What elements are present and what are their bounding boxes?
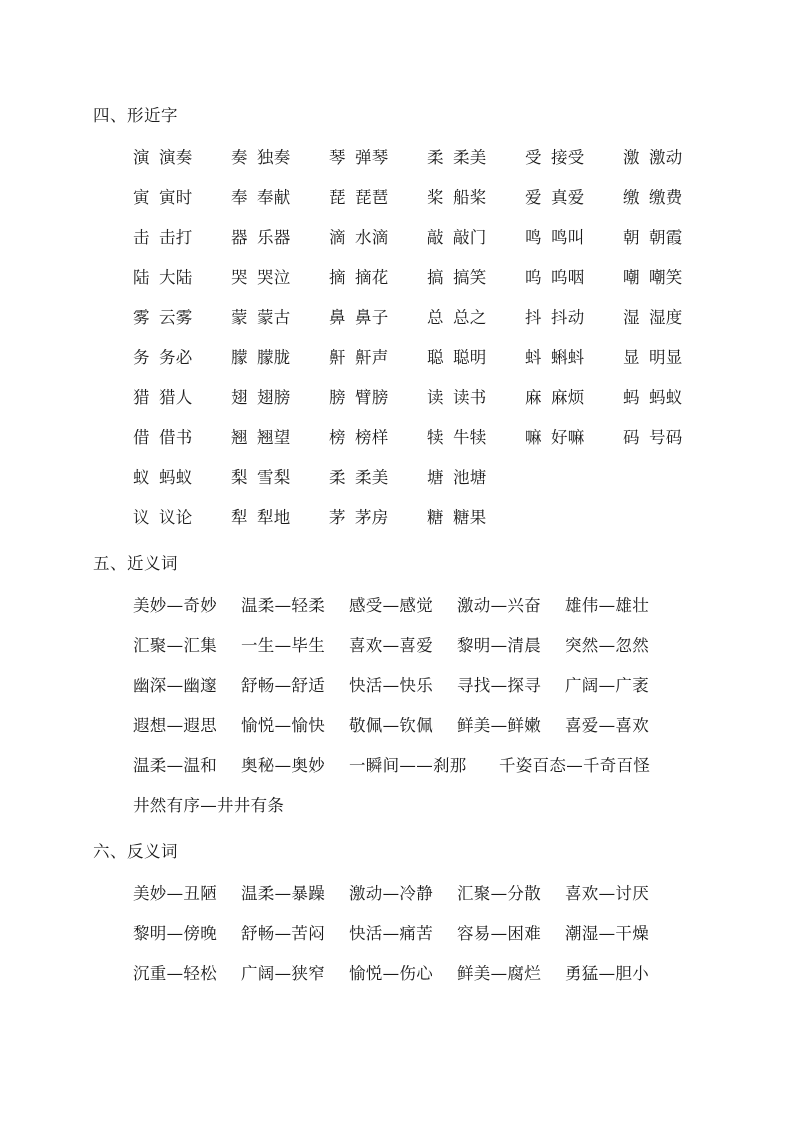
single-character: 梨 — [231, 468, 248, 487]
char-word-cell — [525, 218, 623, 258]
char-word-cell — [231, 138, 329, 178]
word-pair: 感受—感觉 — [349, 596, 433, 615]
single-character: 务 — [133, 348, 150, 367]
char-word-cell — [329, 338, 427, 378]
single-character: 琴 — [329, 148, 346, 167]
section-fan-yi-ci — [93, 832, 723, 994]
single-character: 膀 — [329, 388, 346, 407]
single-character: 蚪 — [525, 348, 542, 367]
example-word: 琵琶 — [355, 188, 389, 207]
single-character: 朦 — [231, 348, 248, 367]
single-character: 抖 — [525, 308, 542, 327]
synonym-row — [93, 746, 723, 786]
char-word-cell — [329, 218, 427, 258]
char-word-cell — [329, 418, 427, 458]
single-character: 摘 — [329, 268, 346, 287]
char-word-cell — [133, 138, 231, 178]
word-pair: 汇聚—分散 — [457, 884, 541, 903]
synonym-row — [93, 666, 723, 706]
single-character: 犊 — [427, 428, 444, 447]
example-word: 嘲笑 — [649, 268, 683, 287]
section-xing-jin-zi — [93, 96, 723, 538]
char-word-cell — [427, 498, 525, 538]
single-character: 缴 — [623, 188, 640, 207]
example-word: 演奏 — [159, 148, 193, 167]
word-pair: 敬佩—钦佩 — [349, 716, 433, 735]
example-word: 真爱 — [551, 188, 585, 207]
single-character: 翘 — [231, 428, 248, 447]
synonym-row — [93, 626, 723, 666]
char-word-row — [93, 218, 723, 258]
single-character: 茅 — [329, 508, 346, 527]
single-character: 雾 — [133, 308, 150, 327]
single-character: 受 — [525, 148, 542, 167]
example-word: 奉献 — [257, 188, 291, 207]
word-pair: 黎明—傍晚 — [133, 924, 217, 943]
word-pair: 广阔—狭窄 — [241, 964, 325, 983]
single-character: 犁 — [231, 508, 248, 527]
single-character: 鸣 — [525, 228, 542, 247]
example-word: 蝌蚪 — [551, 348, 585, 367]
word-pair: 美妙—奇妙 — [133, 596, 217, 615]
single-character: 聪 — [427, 348, 444, 367]
example-word: 聪明 — [453, 348, 487, 367]
single-character: 桨 — [427, 188, 444, 207]
char-word-row — [93, 298, 723, 338]
char-word-cell — [525, 138, 623, 178]
example-word: 臂膀 — [355, 388, 389, 407]
word-pair: 突然—忽然 — [565, 636, 649, 655]
single-character: 哭 — [231, 268, 248, 287]
jin-yi-ci-rows — [93, 586, 723, 826]
char-word-cell — [525, 298, 623, 338]
example-word: 激动 — [649, 148, 683, 167]
word-pair: 勇猛—胆小 — [565, 964, 649, 983]
word-pair: 潮湿—干燥 — [565, 924, 649, 943]
example-word: 务必 — [159, 348, 193, 367]
char-word-cell — [231, 178, 329, 218]
char-word-cell — [525, 178, 623, 218]
char-word-cell — [427, 458, 525, 498]
char-word-cell — [133, 178, 231, 218]
single-character: 敲 — [427, 228, 444, 247]
char-word-cell — [623, 298, 721, 338]
example-word: 牛犊 — [453, 428, 487, 447]
example-word: 哭泣 — [257, 268, 291, 287]
example-word: 缴费 — [649, 188, 683, 207]
xing-jin-zi-rows — [93, 138, 723, 538]
char-word-cell — [231, 258, 329, 298]
antonym-row — [93, 874, 723, 914]
word-pair: 奥秘—奥妙 — [241, 756, 325, 775]
word-pair: 愉悦—伤心 — [349, 964, 433, 983]
char-word-cell — [427, 338, 525, 378]
antonym-row — [93, 954, 723, 994]
synonym-row — [93, 706, 723, 746]
word-pair: 喜欢—喜爱 — [349, 636, 433, 655]
word-pair: 快活—快乐 — [349, 676, 433, 695]
single-character: 总 — [427, 308, 444, 327]
single-character: 鼻 — [329, 308, 346, 327]
single-character: 猎 — [133, 388, 150, 407]
example-word: 独奏 — [257, 148, 291, 167]
example-word: 云雾 — [159, 308, 193, 327]
section-heading-jin-yi-ci: 五、近义词 — [93, 554, 178, 573]
char-word-cell — [427, 218, 525, 258]
char-word-row — [93, 178, 723, 218]
example-word: 弹琴 — [355, 148, 389, 167]
example-word: 明显 — [649, 348, 683, 367]
example-word: 蚂蚁 — [649, 388, 683, 407]
word-pair: 鲜美—鲜嫩 — [457, 716, 541, 735]
char-word-cell — [133, 218, 231, 258]
char-word-row — [93, 258, 723, 298]
single-character: 鼾 — [329, 348, 346, 367]
char-word-row — [93, 138, 723, 178]
single-character: 器 — [231, 228, 248, 247]
antonym-row — [93, 914, 723, 954]
word-pair: 快活—痛苦 — [349, 924, 433, 943]
word-pair: 鲜美—腐烂 — [457, 964, 541, 983]
char-word-cell — [231, 498, 329, 538]
single-character: 奉 — [231, 188, 248, 207]
char-word-cell — [525, 258, 623, 298]
word-pair: 一生—毕生 — [241, 636, 325, 655]
char-word-cell — [623, 338, 721, 378]
char-word-cell — [133, 418, 231, 458]
example-word: 击打 — [159, 228, 193, 247]
char-word-cell — [329, 138, 427, 178]
word-pair: 千姿百态—千奇百怪 — [499, 756, 651, 775]
example-word: 蒙古 — [257, 308, 291, 327]
single-character: 陆 — [133, 268, 150, 287]
single-character: 蒙 — [231, 308, 248, 327]
char-word-cell — [329, 258, 427, 298]
char-word-cell — [329, 378, 427, 418]
word-pair: 井然有序—井井有条 — [133, 796, 285, 815]
example-word: 议论 — [159, 508, 193, 527]
char-word-cell — [231, 458, 329, 498]
char-word-row — [93, 498, 723, 538]
char-word-cell — [329, 298, 427, 338]
example-word: 麻烦 — [551, 388, 585, 407]
example-word: 号码 — [649, 428, 683, 447]
single-character: 嘲 — [623, 268, 640, 287]
example-word: 大陆 — [159, 268, 193, 287]
word-pair: 幽深—幽邃 — [133, 676, 217, 695]
single-character: 寅 — [133, 188, 150, 207]
synonym-row — [93, 786, 723, 826]
word-pair: 激动—兴奋 — [457, 596, 541, 615]
char-word-cell — [133, 378, 231, 418]
word-pair: 一瞬间——刹那 — [349, 756, 467, 775]
example-word: 鸣叫 — [551, 228, 585, 247]
char-word-row — [93, 418, 723, 458]
char-word-cell — [427, 138, 525, 178]
section-heading-fan-yi-ci: 六、反义词 — [93, 842, 178, 861]
example-word: 柔美 — [355, 468, 389, 487]
example-word: 翅膀 — [257, 388, 291, 407]
single-character: 显 — [623, 348, 640, 367]
example-word: 读书 — [453, 388, 487, 407]
char-word-cell — [623, 178, 721, 218]
single-character: 激 — [623, 148, 640, 167]
example-word: 摘花 — [355, 268, 389, 287]
word-pair: 遐想—遐思 — [133, 716, 217, 735]
example-word: 乐器 — [257, 228, 291, 247]
example-word: 搞笑 — [453, 268, 487, 287]
single-character: 奏 — [231, 148, 248, 167]
char-word-cell — [231, 338, 329, 378]
single-character: 读 — [427, 388, 444, 407]
char-word-cell — [525, 338, 623, 378]
example-word: 总之 — [453, 308, 487, 327]
single-character: 议 — [133, 508, 150, 527]
char-word-cell — [133, 458, 231, 498]
word-pair: 喜爱—喜欢 — [565, 716, 649, 735]
char-word-cell — [623, 258, 721, 298]
char-word-cell — [623, 218, 721, 258]
char-word-cell — [231, 298, 329, 338]
char-word-cell — [329, 498, 427, 538]
example-word: 犁地 — [257, 508, 291, 527]
single-character: 蚁 — [133, 468, 150, 487]
char-word-cell — [133, 258, 231, 298]
char-word-row — [93, 378, 723, 418]
char-word-cell — [329, 458, 427, 498]
example-word: 翘望 — [257, 428, 291, 447]
char-word-cell — [427, 298, 525, 338]
single-character: 翅 — [231, 388, 248, 407]
example-word: 接受 — [551, 148, 585, 167]
char-word-row — [93, 458, 723, 498]
single-character: 爱 — [525, 188, 542, 207]
single-character: 演 — [133, 148, 150, 167]
example-word: 榜样 — [355, 428, 389, 447]
single-character: 搞 — [427, 268, 444, 287]
example-word: 湿度 — [649, 308, 683, 327]
example-word: 池塘 — [453, 468, 487, 487]
char-word-cell — [231, 418, 329, 458]
word-pair: 舒畅—苦闷 — [241, 924, 325, 943]
example-word: 糖果 — [453, 508, 487, 527]
word-pair: 激动—冷静 — [349, 884, 433, 903]
char-word-cell — [623, 138, 721, 178]
example-word: 敲门 — [453, 228, 487, 247]
section-jin-yi-ci — [93, 544, 723, 826]
single-character: 麻 — [525, 388, 542, 407]
single-character: 码 — [623, 428, 640, 447]
word-pair: 喜欢—讨厌 — [565, 884, 649, 903]
char-word-cell — [427, 378, 525, 418]
word-pair: 温柔—温和 — [133, 756, 217, 775]
word-pair: 汇聚—汇集 — [133, 636, 217, 655]
single-character: 榜 — [329, 428, 346, 447]
example-word: 水滴 — [355, 228, 389, 247]
single-character: 糖 — [427, 508, 444, 527]
word-pair: 温柔—轻柔 — [241, 596, 325, 615]
word-pair: 容易—困难 — [457, 924, 541, 943]
single-character: 塘 — [427, 468, 444, 487]
word-pair: 沉重—轻松 — [133, 964, 217, 983]
example-word: 借书 — [159, 428, 193, 447]
char-word-cell — [427, 418, 525, 458]
single-character: 击 — [133, 228, 150, 247]
example-word: 雪梨 — [257, 468, 291, 487]
example-word: 好嘛 — [551, 428, 585, 447]
single-character: 湿 — [623, 308, 640, 327]
example-word: 蚂蚁 — [159, 468, 193, 487]
synonym-row — [93, 586, 723, 626]
example-word: 鼾声 — [355, 348, 389, 367]
example-word: 抖动 — [551, 308, 585, 327]
char-word-cell — [623, 378, 721, 418]
example-word: 朝霞 — [649, 228, 683, 247]
single-character: 呜 — [525, 268, 542, 287]
char-word-cell — [623, 418, 721, 458]
char-word-cell — [525, 418, 623, 458]
single-character: 柔 — [329, 468, 346, 487]
fan-yi-ci-rows — [93, 874, 723, 994]
char-word-cell — [133, 298, 231, 338]
char-word-cell — [231, 218, 329, 258]
word-pair: 广阔—广袤 — [565, 676, 649, 695]
word-pair: 雄伟—雄壮 — [565, 596, 649, 615]
example-word: 船桨 — [453, 188, 487, 207]
example-word: 柔美 — [453, 148, 487, 167]
char-word-cell — [133, 498, 231, 538]
example-word: 茅房 — [355, 508, 389, 527]
example-word: 呜咽 — [551, 268, 585, 287]
single-character: 朝 — [623, 228, 640, 247]
single-character: 琵 — [329, 188, 346, 207]
char-word-cell — [427, 178, 525, 218]
word-pair: 寻找—探寻 — [457, 676, 541, 695]
example-word: 寅时 — [159, 188, 193, 207]
word-pair: 黎明—清晨 — [457, 636, 541, 655]
char-word-cell — [329, 178, 427, 218]
word-pair: 舒畅—舒适 — [241, 676, 325, 695]
char-word-cell — [427, 258, 525, 298]
word-pair: 愉悦—愉快 — [241, 716, 325, 735]
single-character: 滴 — [329, 228, 346, 247]
example-word: 猎人 — [159, 388, 193, 407]
single-character: 借 — [133, 428, 150, 447]
word-pair: 温柔—暴躁 — [241, 884, 325, 903]
char-word-cell — [231, 378, 329, 418]
example-word: 朦胧 — [257, 348, 291, 367]
char-word-cell — [133, 338, 231, 378]
single-character: 蚂 — [623, 388, 640, 407]
example-word: 鼻子 — [355, 308, 389, 327]
word-pair: 美妙—丑陋 — [133, 884, 217, 903]
single-character: 嘛 — [525, 428, 542, 447]
char-word-row — [93, 338, 723, 378]
single-character: 柔 — [427, 148, 444, 167]
section-heading-xing-jin-zi: 四、形近字 — [93, 106, 178, 125]
char-word-cell — [525, 378, 623, 418]
